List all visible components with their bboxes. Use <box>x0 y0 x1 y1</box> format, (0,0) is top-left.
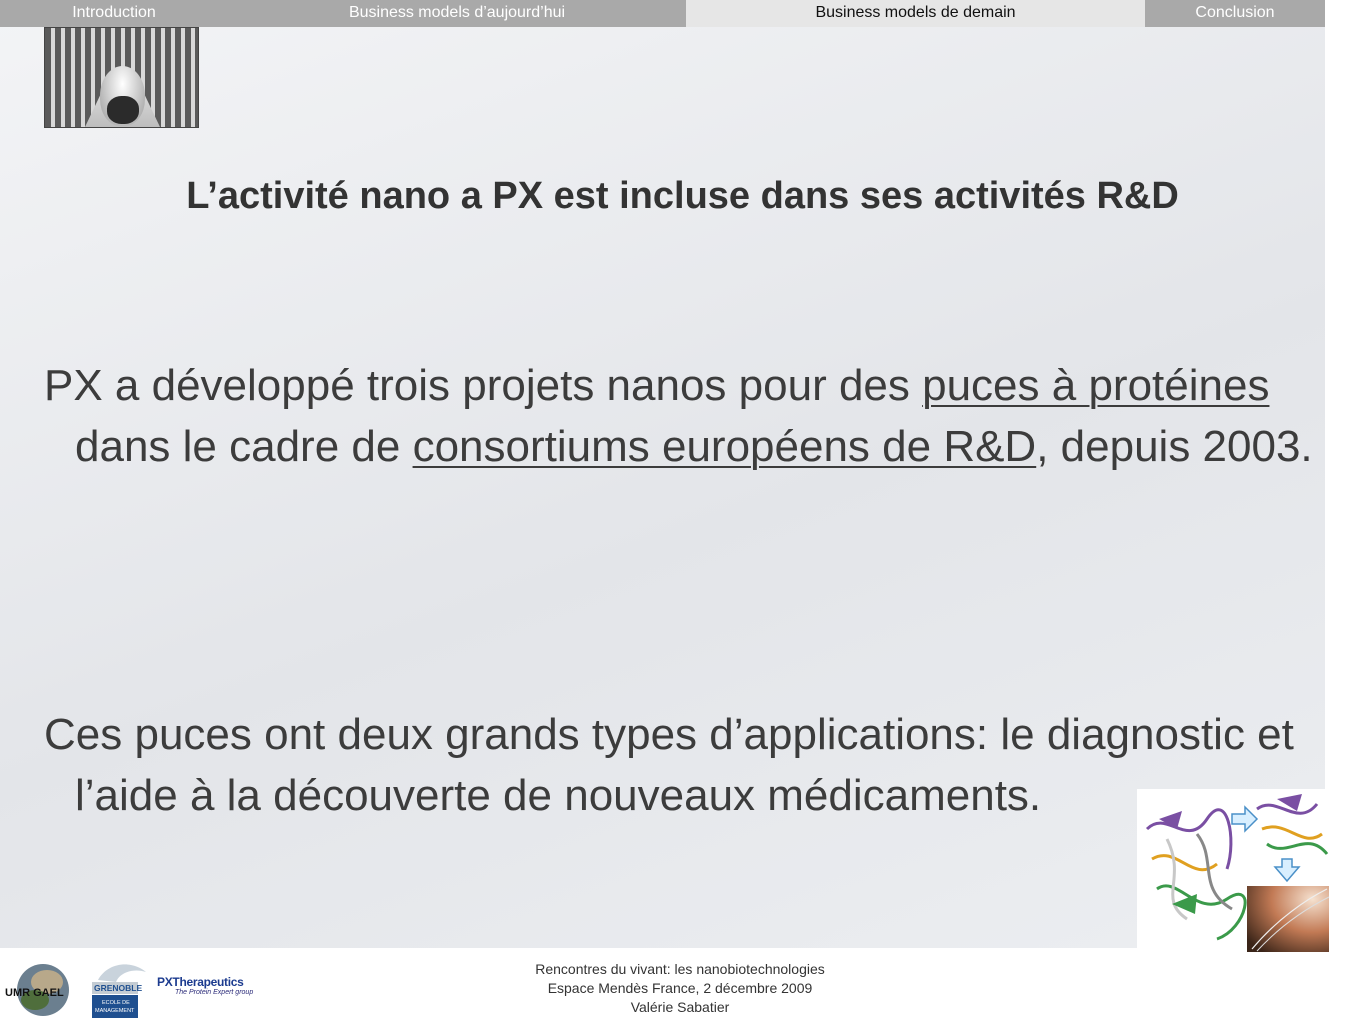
protein-structure-icon <box>1137 789 1330 954</box>
paragraph-projects-part1: PX a développé trois projets nanos pour des <box>44 361 923 410</box>
footer-line-event: Rencontres du vivant: les nanobiotechnologies <box>535 961 825 977</box>
footer-text <box>480 960 880 1017</box>
nav-tab-introduction[interactable]: Introduction <box>0 0 228 27</box>
px-logo-name: PXTherapeutics <box>157 975 244 989</box>
consortiums-link[interactable]: consortiums européens de R&D <box>412 422 1037 471</box>
slide-title: L’activité nano a PX est incluse dans ses activités R&D <box>186 175 1179 217</box>
paragraph-projects-part2: dans le cadre de <box>75 422 413 471</box>
paragraph-projects <box>44 355 1325 477</box>
paragraph-applications: Ces puces ont deux grands types d’applications: le diagnostic et l’aide à la découverte de nouveaux médicaments. <box>44 710 1294 820</box>
section-nav <box>0 0 1325 27</box>
gem-logo-line2: ECOLE DE <box>102 1000 130 1006</box>
protein-chips-link[interactable]: puces à protéines <box>922 361 1270 410</box>
footer-line-author: Valérie Sabatier <box>630 999 730 1015</box>
paragraph-projects-part3: , depuis 2003. <box>1036 422 1313 471</box>
corridor-photo-icon <box>44 27 199 128</box>
px-therapeutics-logo <box>157 975 267 1005</box>
nav-tab-business-models-tomorrow[interactable]: Business models de demain <box>686 0 1145 27</box>
footer-line-venue: Espace Mendès France, 2 décembre 2009 <box>547 980 813 996</box>
gem-logo-line3: MANAGEMENT <box>95 1008 135 1014</box>
nav-tab-conclusion[interactable]: Conclusion <box>1145 0 1325 27</box>
umr-gael-logo-icon <box>3 960 75 1020</box>
gael-logo-text: UMR GAEL <box>5 987 64 999</box>
nav-tab-business-models-today[interactable]: Business models d’aujourd’hui <box>228 0 686 27</box>
gem-logo-line1: GRENOBLE <box>94 983 143 993</box>
px-logo-tagline: The Protein Expert group <box>175 989 254 996</box>
grenoble-ecole-management-logo-icon <box>90 958 152 1020</box>
